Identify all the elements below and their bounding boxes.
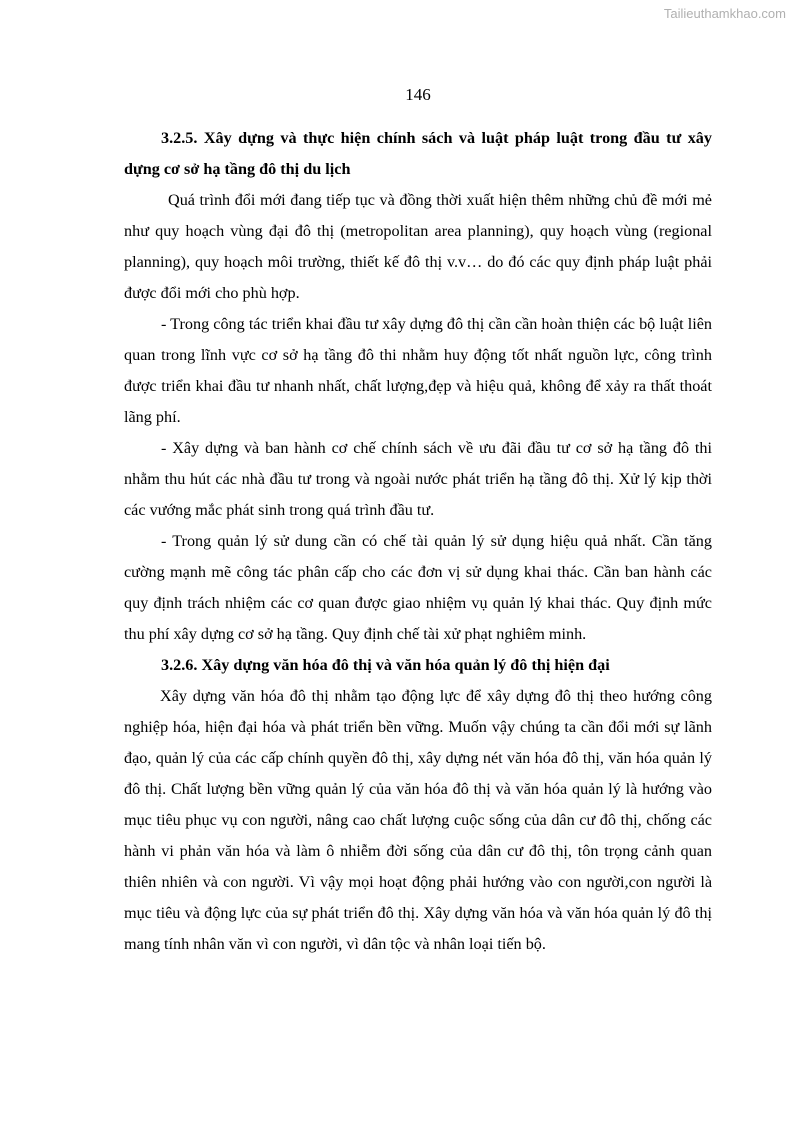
paragraph: - Trong công tác triển khai đầu tư xây dựng đô thị cần cần hoàn thiện các bộ luật liên quan trong lĩnh vực cơ sở hạ tầng đô thi nhằm huy động tốt nhất nguồn lực, công trình được triển khai đầu tư nhanh nhất, chất lượng,đẹp và hiệu quả, không để xảy ra thất thoát lãng phí.	[124, 315, 712, 426]
paragraph: Xây dựng văn hóa đô thị nhằm tạo động lực để xây dựng đô thị theo hướng công nghiệp hóa, hiện đại hóa và phát triển bền vững. Muốn vậy chúng ta cần đổi mới sự lãnh đạo, quản lý của các cấp chính quyền đô thị, xây dựng nét văn hóa đô thị, văn hóa quản lý đô thị. Chất lượng bền vững quản lý của văn hóa đô thị và văn hóa quản lý là hướng vào mục tiêu phục vụ con người, nâng cao chất lượng cuộc sống của dân cư đô thị, chống các hành vi phản văn hóa và làm ô nhiễm đời sống của dân cư đô thị, tôn trọng cảnh quan thiên nhiên và con người. Vì vậy mọi hoạt động phải hướng vào con người,con người là mục tiêu và động lực của sự phát triển đô thị. Xây dựng văn hóa và văn hóa quản lý đô thị mang tính nhân văn vì con người, vì dân tộc và nhân loại tiến bộ.	[124, 687, 712, 953]
page-number: 146	[405, 85, 431, 104]
paragraph: - Xây dựng và ban hành cơ chế chính sách về ưu đãi đầu tư cơ sở hạ tầng đô thi nhằm thu hút các nhà đầu tư trong và ngoài nước phát triển hạ tầng đô thị. Xử lý kịp thời các vướng mắc phát sinh trong quá trình đầu tư.	[124, 439, 712, 519]
section-heading-3-2-5: 3.2.5. Xây dựng và thực hiện chính sách và luật pháp luật trong đầu tư xây dựng cơ sở hạ tầng đô thị du lịch	[124, 129, 712, 178]
paragraph: - Trong quản lý sử dung cần có chế tài quản lý sử dụng hiệu quả nhất. Cần tăng cường mạnh mẽ công tác phân cấp cho các đơn vị sử dụng khai thác. Cần ban hành các quy định trách nhiệm các cơ quan được giao nhiệm vụ quản lý khai thác. Quy định mức thu phí xây dựng cơ sở hạ tầng. Quy định chế tài xử phạt nghiêm minh.	[124, 532, 712, 643]
document-body	[124, 123, 712, 960]
section-heading-3-2-6: 3.2.6. Xây dựng văn hóa đô thị và văn hóa quản lý đô thị hiện đại	[161, 656, 610, 674]
paragraph: Quá trình đổi mới đang tiếp tục và đồng thời xuất hiện thêm những chủ đề mới mẻ như quy hoạch vùng đại đô thị (metropolitan area planning), quy hoạch vùng (regional planning), quy hoạch môi trường, thiết kế đô thị v.v… do đó các quy định pháp luật phải được đổi mới cho phù hợp.	[124, 191, 712, 302]
watermark: Tailieuthamkhao.com	[663, 6, 786, 21]
